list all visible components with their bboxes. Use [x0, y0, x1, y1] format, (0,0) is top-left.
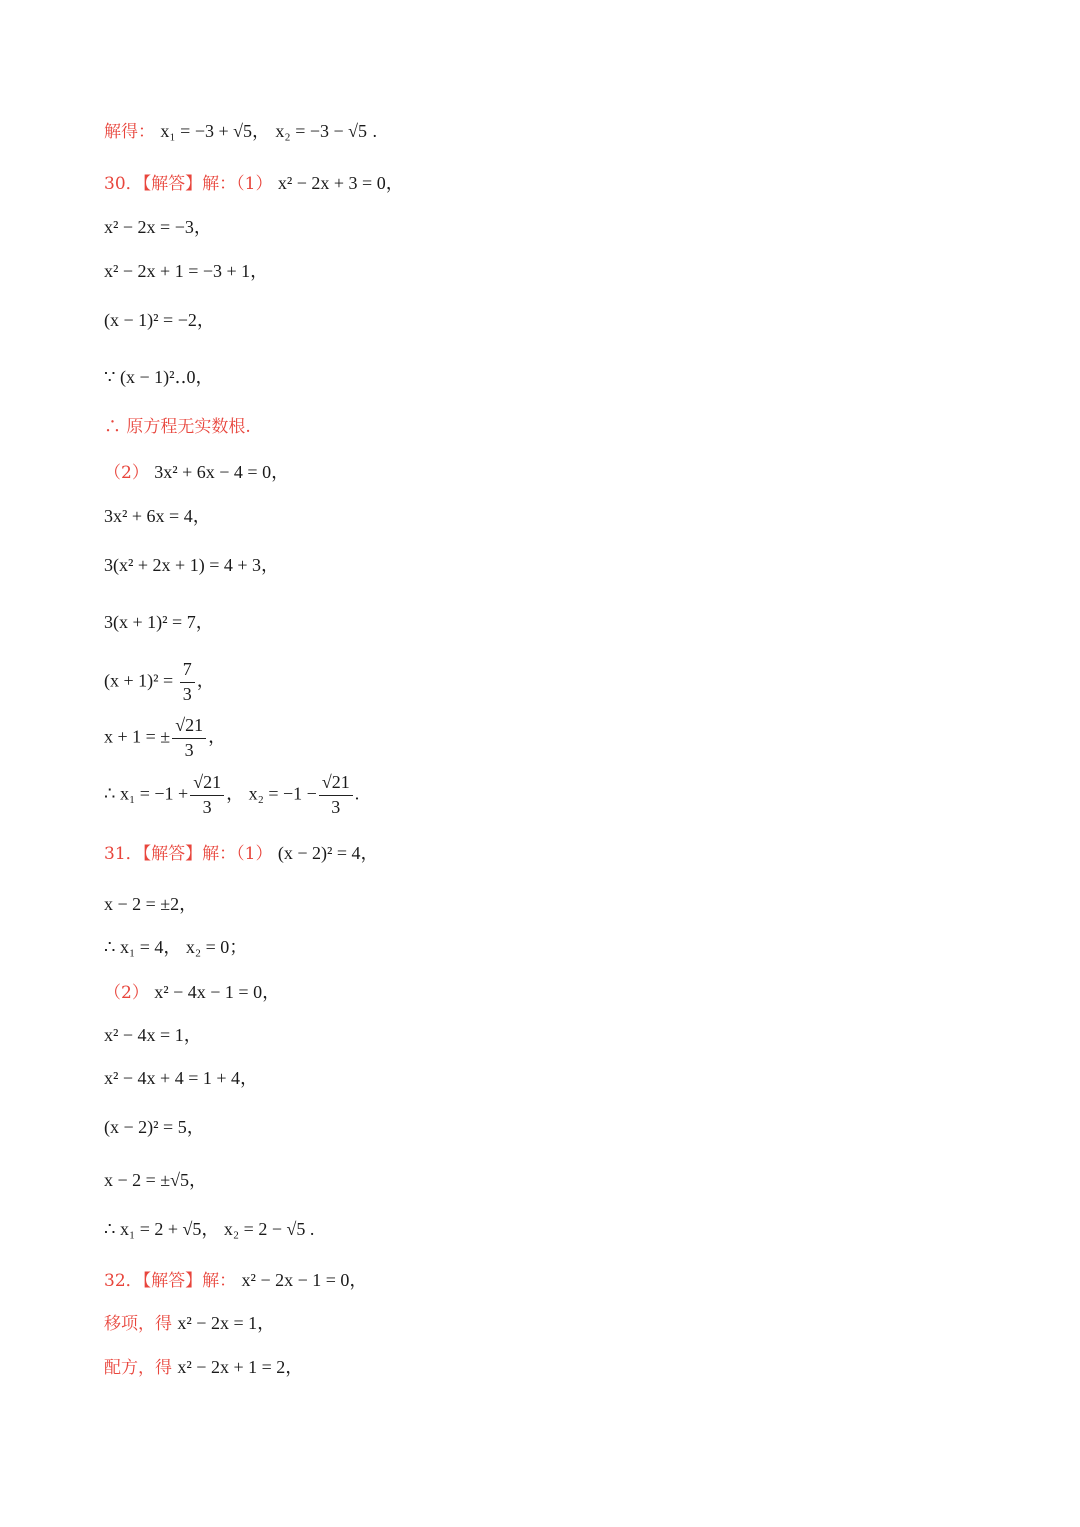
- fraction-7-3: [180, 660, 195, 705]
- q31-part2-step-1: x² − 4x = 1，: [104, 1025, 202, 1045]
- separator: ，: [252, 121, 271, 141]
- q31-part2-step-3: (x − 2)² = 5，: [104, 1117, 205, 1137]
- q31-part2-step-4: x − 2 = ±√5，: [104, 1170, 208, 1190]
- period: .: [354, 783, 360, 804]
- q31-step-2: ∴ x₁ = 4， x₂ = 0；: [104, 937, 248, 957]
- q31-step-1: x − 2 = ±2，: [104, 894, 198, 914]
- root-x1-expr: ∴ x₁ = −1 +: [104, 783, 189, 804]
- root-x2: x₂ = −3 − √5: [275, 121, 368, 141]
- step-5-lhs: x + 1 = ±: [104, 726, 171, 747]
- q32-step-1: [104, 1314, 275, 1333]
- q30-part2-step-3: 3(x + 1)² = 7，: [104, 612, 214, 632]
- root-x1: x₁ = −3 + √5: [160, 121, 253, 141]
- q32-step-2-label: 配方，得: [104, 1358, 172, 1378]
- step-5-end: ，: [208, 726, 227, 747]
- q32-step-2-equation: x² − 2x + 1 = 2，: [177, 1357, 304, 1377]
- q32-step-1-equation: x² − 2x = 1，: [177, 1313, 276, 1333]
- q30-part2-step-6: [104, 773, 359, 818]
- q31-header-line: [104, 844, 379, 863]
- q32-step-1-label: 移项，得: [104, 1314, 172, 1334]
- step-4-lhs: (x + 1)² =: [104, 670, 174, 691]
- q32-equation: x² − 2x − 1 = 0，: [241, 1270, 368, 1290]
- solution-line-1: [104, 122, 377, 141]
- q30-step-3: (x − 1)² = −2，: [104, 310, 215, 330]
- q31-part2-equation: x² − 4x − 1 = 0，: [154, 982, 281, 1002]
- q32-header: 32．【解答】解：: [104, 1271, 237, 1291]
- q31-equation: (x − 2)² = 4，: [277, 843, 379, 863]
- q32-header-line: [104, 1271, 367, 1290]
- q31-part2-step-2: x² − 4x + 4 = 1 + 4，: [104, 1068, 259, 1088]
- q31-part2-label: （2）: [104, 983, 149, 1003]
- period: .: [372, 121, 377, 141]
- fraction-sqrt21-3: [172, 716, 206, 761]
- solve-label: 解得：: [104, 122, 155, 142]
- fraction-sqrt21-3: [190, 773, 224, 818]
- q30-part2-step-5: [104, 716, 226, 761]
- q30-part2-equation: 3x² + 6x − 4 = 0，: [154, 462, 290, 482]
- q30-part2-step-4: [104, 660, 215, 705]
- q30-conclusion: ∴ 原方程无实数根.: [104, 417, 251, 437]
- q30-header: 30．【解答】解：（1）: [104, 174, 273, 194]
- fraction-numerator: √21: [319, 773, 353, 796]
- q30-equation: x² − 2x + 3 = 0，: [277, 173, 404, 193]
- fraction-numerator: 7: [180, 660, 195, 683]
- fraction-sqrt21-3: [319, 773, 353, 818]
- root-x2-expr: x₂ = −1 −: [248, 783, 317, 804]
- fraction-denominator: 3: [202, 796, 212, 817]
- q31-header: 31．【解答】解：（1）: [104, 844, 273, 864]
- fraction-numerator: √21: [190, 773, 224, 796]
- q30-step-2: x² − 2x + 1 = −3 + 1，: [104, 261, 269, 281]
- q30-part2-step-2: 3(x² + 2x + 1) = 4 + 3，: [104, 555, 279, 575]
- separator: ，: [226, 783, 245, 804]
- fraction-denominator: 3: [184, 739, 194, 760]
- fraction-denominator: 3: [331, 796, 341, 817]
- q30-step-1: x² − 2x = −3，: [104, 217, 212, 237]
- q30-part2-step-1: 3x² + 6x = 4，: [104, 506, 211, 526]
- q30-part2-line: [104, 463, 289, 482]
- q32-step-2: [104, 1358, 303, 1377]
- q31-part2-step-5: ∴ x₁ = 2 + √5， x₂ = 2 − √5 .: [104, 1219, 315, 1239]
- fraction-denominator: 3: [182, 683, 192, 704]
- q30-header-line: [104, 174, 404, 193]
- fraction-numerator: √21: [172, 716, 206, 739]
- q30-part2-label: （2）: [104, 463, 149, 483]
- q30-step-4: ∵ (x − 1)²‥0，: [104, 367, 214, 387]
- step-4-end: ，: [196, 670, 215, 691]
- q31-part2-line: [104, 983, 280, 1002]
